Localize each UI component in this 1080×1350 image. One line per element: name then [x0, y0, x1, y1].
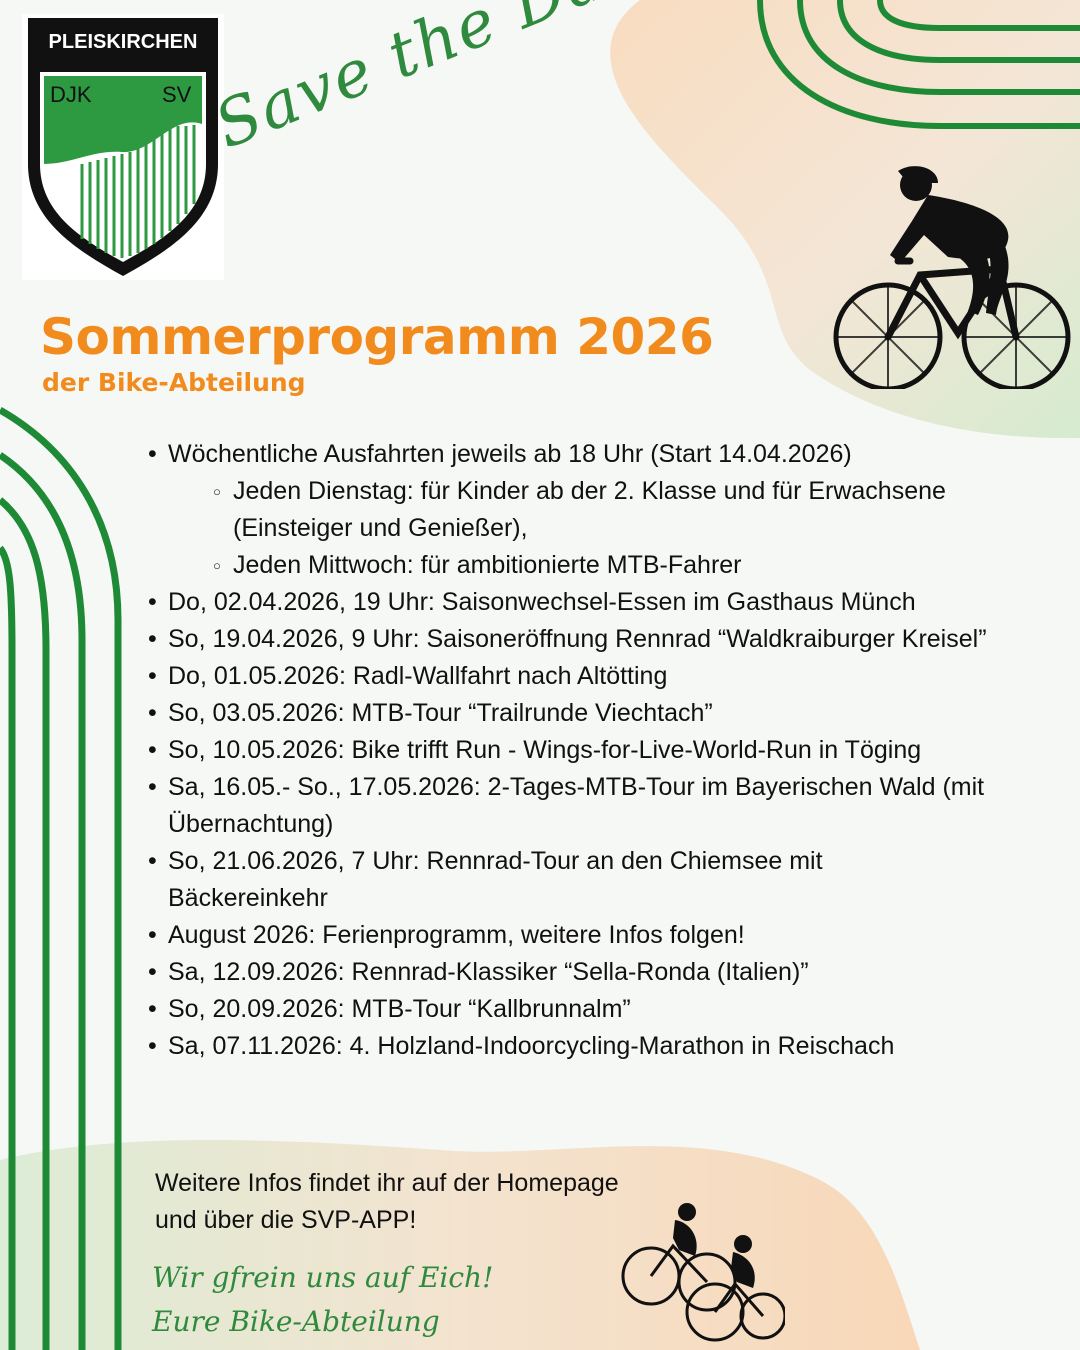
event-sub-text: Jeden Dienstag: für Kinder ab der 2. Klasse und für Erwachsene (Einsteiger und Genießer), — [233, 477, 946, 542]
event-text: August 2026: Ferienprogramm, weitere Infos folgen! — [168, 921, 745, 949]
event-item — [145, 991, 1060, 1028]
event-item — [145, 954, 1060, 991]
event-text: Sa, 16.05.- So., 17.05.2026: 2-Tages-MTB-Tour im Bayerischen Wald (mit Übernachtung) — [168, 773, 985, 838]
logo-top-text: PLEISKIRCHEN — [48, 31, 198, 53]
event-text: So, 20.09.2026: MTB-Tour “Kallbrunnalm” — [168, 995, 631, 1023]
event-text: Do, 02.04.2026, 19 Uhr: Saisonwechsel-Essen im Gasthaus Münch — [168, 588, 916, 616]
road-cyclist-icon — [828, 165, 1074, 389]
logo-right-text: SV — [162, 82, 192, 107]
footer-info-line: und über die SVP-APP! — [155, 1206, 417, 1234]
logo-left-text: DJK — [50, 82, 92, 107]
event-item — [145, 769, 1060, 843]
event-sub-text: Jeden Mittwoch: für ambitionierte MTB-Fahrer — [233, 551, 742, 579]
event-sub-list — [168, 473, 1060, 584]
event-text: Do, 01.05.2026: Radl-Wallfahrt nach Altötting — [168, 662, 668, 690]
event-sub-item — [211, 547, 1060, 584]
event-item — [145, 843, 848, 917]
page-subtitle: der Bike-Abteilung — [42, 368, 306, 397]
footer-info-line: Weitere Infos findet ihr auf der Homepage — [155, 1169, 619, 1197]
event-text: Sa, 12.09.2026: Rennrad-Klassiker “Sella-Ronda (Italien)” — [168, 958, 809, 986]
event-item — [145, 658, 1060, 695]
signoff — [152, 1256, 493, 1344]
event-item — [145, 436, 1060, 584]
page-title: Sommerprogramm 2026 — [40, 308, 714, 366]
cyclists-pair-icon — [615, 1198, 785, 1348]
event-item — [145, 1028, 1060, 1065]
event-item — [145, 695, 1060, 732]
event-text: Wöchentliche Ausfahrten jeweils ab 18 Uhr (Start 14.04.2026) — [168, 440, 852, 468]
event-text: Sa, 07.11.2026: 4. Holzland-Indoorcycling-Marathon in Reischach — [168, 1032, 895, 1060]
event-sub-item — [211, 473, 1060, 547]
event-list — [145, 436, 1060, 1065]
event-text: So, 19.04.2026, 9 Uhr: Saisoneröffnung Rennrad “Waldkraiburger Kreisel” — [168, 625, 987, 653]
event-text: So, 03.05.2026: MTB-Tour “Trailrunde Viechtach” — [168, 699, 713, 727]
event-text: So, 10.05.2026: Bike trifft Run - Wings-for-Live-World-Run in Töging — [168, 736, 922, 764]
footer-info — [155, 1165, 619, 1239]
signoff-line: Wir gfrein uns auf Eich! — [152, 1261, 494, 1294]
club-shield-icon — [22, 14, 224, 280]
signoff-line: Eure Bike-Abteilung — [152, 1305, 440, 1338]
event-item — [145, 917, 1060, 954]
event-item — [145, 732, 1060, 769]
event-text: So, 21.06.2026, 7 Uhr: Rennrad-Tour an den Chiemsee mit Bäckereinkehr — [168, 847, 823, 912]
event-item — [145, 584, 1060, 621]
event-item — [145, 621, 1060, 658]
